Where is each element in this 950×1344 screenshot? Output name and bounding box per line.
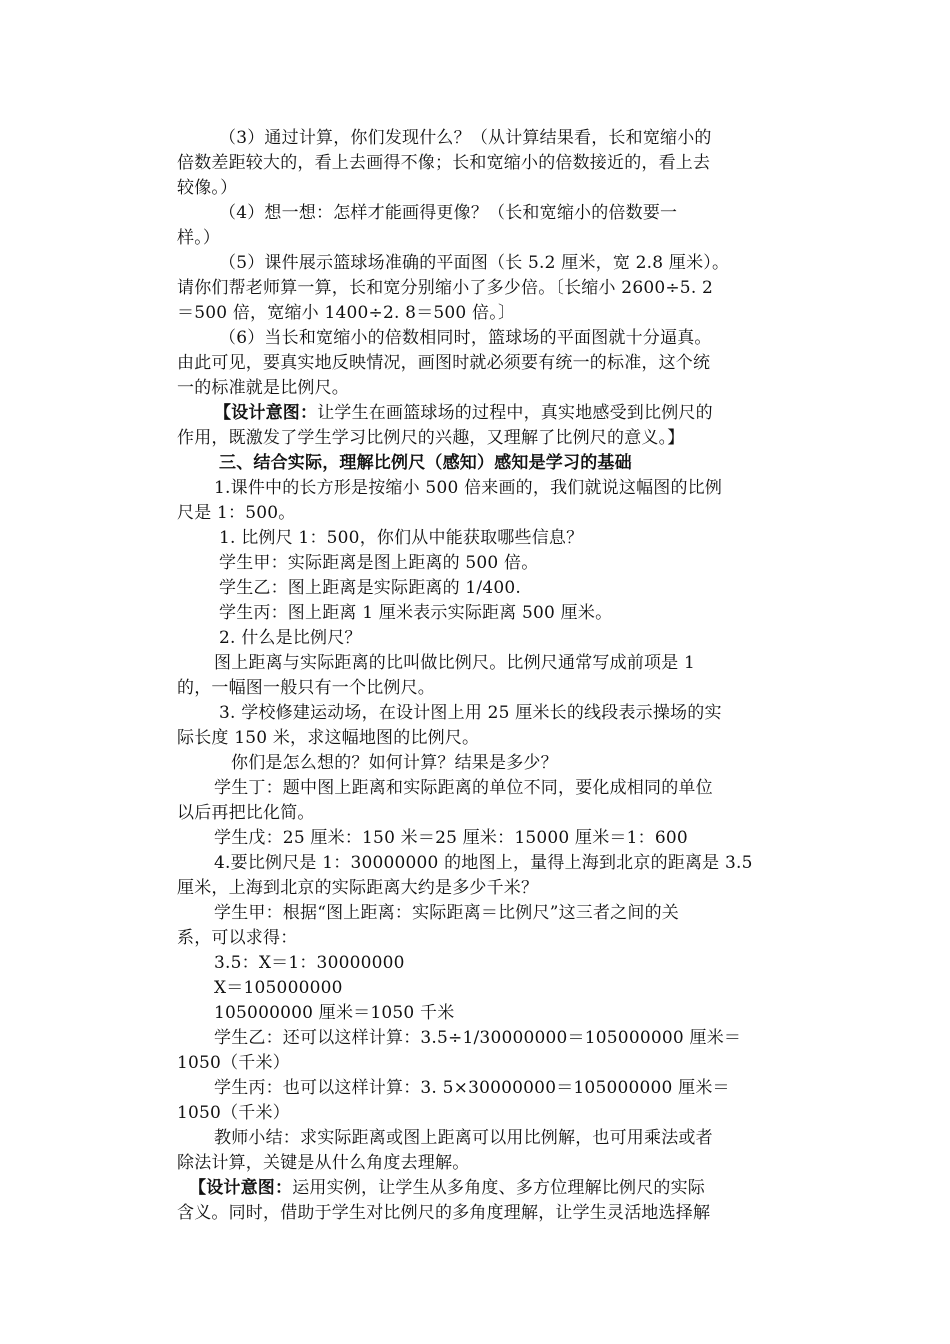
text-line: 的，一幅图一般只有一个比例尺。	[177, 678, 435, 698]
text-line: 2. 什么是比例尺？	[219, 628, 362, 648]
text-line: 学生丙：图上距离 1 厘米表示实际距离 500 厘米。	[219, 603, 613, 623]
section-heading: 三、结合实际，理解比例尺（感知）感知是学习的基础	[219, 453, 632, 473]
text-line: （6）当长和宽缩小的倍数相同时，篮球场的平面图就十分逼真。	[219, 328, 712, 348]
text-line: 学生甲：实际距离是图上距离的 500 倍。	[219, 553, 539, 573]
text-line: 学生丁：题中图上距离和实际距离的单位不同，要化成相同的单位	[214, 778, 713, 798]
design-intent-label: 【设计意图：	[214, 403, 318, 423]
text-line: 4.要比例尺是 1：30000000 的地图上，量得上海到北京的距离是 3.5	[214, 853, 753, 873]
text-line: 1050（千米）	[177, 1053, 290, 1073]
text-line: 厘米，上海到北京的实际距离大约是多少千米？	[177, 878, 539, 898]
design-intent-text: 运用实例，让学生从多角度、多方位理解比例尺的实际	[292, 1178, 706, 1198]
text-line: 3. 学校修建运动场，在设计图上用 25 厘米长的线段表示操场的实	[219, 703, 722, 723]
text-line: 学生乙：还可以这样计算：3.5÷1/30000000＝105000000 厘米＝	[214, 1028, 742, 1048]
text-line: 学生戊：25 厘米：150 米＝25 厘米：15000 厘米＝1：600	[214, 828, 688, 848]
text-line: （4）想一想：怎样才能画得更像？（长和宽缩小的倍数要一	[219, 203, 678, 223]
text-line: 尺是 1：500。	[177, 503, 296, 523]
text-line: 请你们帮老师算一算，长和宽分别缩小了多少倍。〔长缩小 2600÷5. 2	[177, 278, 714, 298]
text-line: 1050（千米）	[177, 1103, 290, 1123]
text-line: 由此可见，要真实地反映情况，画图时就必须要有统一的标准，这个统	[177, 353, 711, 373]
text-line: 1.课件中的长方形是按缩小 500 倍来画的，我们就说这幅图的比例	[214, 478, 723, 498]
text-line: 105000000 厘米＝1050 千米	[214, 1003, 455, 1023]
text-line: 教师小结：求实际距离或图上距离可以用比例解，也可用乘法或者	[214, 1128, 713, 1148]
text-line: 你们是怎么想的？如何计算？结果是多少？	[231, 753, 558, 773]
text-line: 3.5：X＝1：30000000	[214, 953, 405, 973]
text-line: 除法计算，关键是从什么角度去理解。	[177, 1153, 470, 1173]
text-line: ＝500 倍，宽缩小 1400÷2. 8＝500 倍。〕	[177, 303, 516, 323]
text-line: 学生乙：图上距离是实际距离的 1/400.	[219, 578, 521, 598]
text-line: 以后再把比化简。	[177, 803, 315, 823]
text-line: 学生丙：也可以这样计算：3. 5×30000000＝105000000 厘米＝	[214, 1078, 730, 1098]
text-line: 作用，既激发了学生学习比例尺的兴趣，又理解了比例尺的意义。】	[177, 428, 685, 448]
text-line: （3）通过计算，你们发现什么？（从计算结果看，长和宽缩小的	[219, 128, 712, 148]
text-line: 倍数差距较大的，看上去画得不像；长和宽缩小的倍数接近的，看上去	[177, 153, 711, 173]
text-line: 图上距离与实际距离的比叫做比例尺。比例尺通常写成前项是 1	[214, 653, 696, 673]
text-line: 学生甲：根据“图上距离：实际距离＝比例尺”这三者之间的关	[214, 903, 679, 923]
text-line: （5）课件展示篮球场准确的平面图（长 5.2 厘米，宽 2.8 厘米）。	[219, 253, 730, 273]
text-line: X＝105000000	[214, 978, 343, 998]
design-intent-text: 让学生在画篮球场的过程中，真实地感受到比例尺的	[317, 403, 713, 423]
design-intent-line	[189, 1176, 705, 1200]
text-line: 1. 比例尺 1：500，你们从中能获取哪些信息？	[219, 528, 584, 548]
text-line: 含义。同时，借助于学生对比例尺的多角度理解，让学生灵活地选择解	[177, 1203, 711, 1223]
text-line: 际长度 150 米，求这幅地图的比例尺。	[177, 728, 480, 748]
design-intent-line	[214, 401, 713, 425]
text-line: 一的标准就是比例尺。	[177, 378, 349, 398]
text-line: 较像。）	[177, 178, 238, 198]
text-line: 样。）	[177, 228, 221, 248]
design-intent-label: 【设计意图：	[189, 1178, 293, 1198]
text-line: 系，可以求得：	[177, 928, 298, 948]
